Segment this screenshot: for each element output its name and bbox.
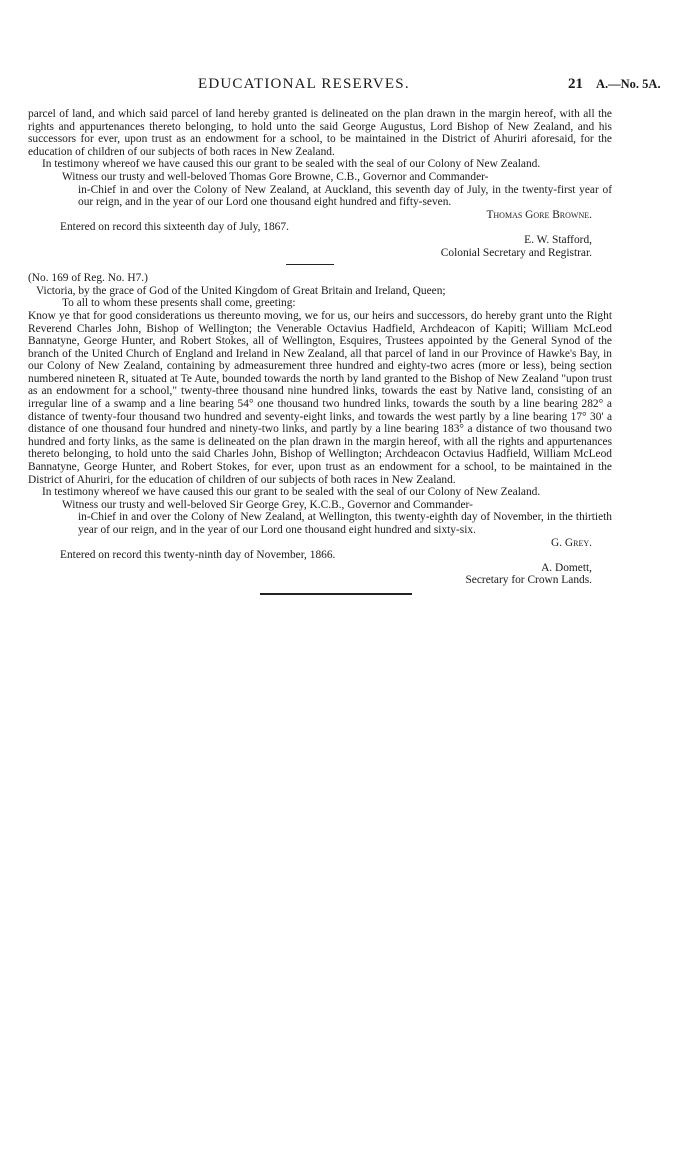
section-divider (286, 264, 334, 265)
page-header (28, 76, 680, 96)
grant2-registration-number: (No. 169 of Reg. No. H7.) (28, 272, 148, 285)
page-number: 21 (568, 76, 583, 92)
page-reference: A.—No. 5A. (596, 77, 661, 91)
grant2-recorder-title: Secretary for Crown Lands. (465, 574, 592, 587)
grant1-witness-continuation: in-Chief in and over the Colony of New Zealand, at Auckland, this seventh day of July, in the twenty-first year of our reign, and in the year of our Lord one thousand eight hundred and fifty-seven. (78, 183, 612, 209)
grant1-testimony: In testimony whereof we have caused this our grant to be sealed with the seal of our Colony of New Zealand. (42, 158, 541, 171)
running-title: EDUCATIONAL RESERVES. (198, 76, 410, 92)
grant1-recorder-title: Colonial Secretary and Registrar. (440, 246, 592, 259)
grant2-testimony: In testimony whereof we have caused this our grant to be sealed with the seal of our Colony of New Zealand. (42, 486, 541, 499)
grant2-signature: G. Grey. (551, 536, 592, 549)
grant2-recorder-name: A. Domett, (541, 561, 592, 574)
grant2-witness-continuation: in-Chief in and over the Colony of New Zealand, at Wellington, this twenty-eighth day of November, in the thirtieth year of our reign, and in the year of our Lord one thousand eight hundred and sixty-six. (78, 511, 612, 536)
grant1-witness-first-line: Witness our trusty and well-beloved Thomas Gore Browne, C.B., Governor and Commander- (62, 170, 489, 183)
grant1-recorder-name: E. W. Stafford, (524, 233, 592, 246)
grant1-signature: Thomas Gore Browne. (486, 208, 592, 221)
grant2-sovereign-line: Victoria, by the grace of God of the United Kingdom of Great Britain and Ireland, Queen; (36, 284, 446, 297)
grant2-witness-first-line: Witness our trusty and well-beloved Sir George Grey, K.C.B., Governor and Commander- (62, 498, 473, 511)
grant1-entered-on-record: Entered on record this sixteenth day of July, 1867. (60, 221, 289, 234)
grant2-entered-on-record: Entered on record this twenty-ninth day of November, 1866. (60, 549, 336, 562)
end-rule (260, 593, 412, 595)
grant2-body-paragraph: Know ye that for good considerations us thereunto moving, we for us, our heirs and successors, do hereby grant unto the Right Reverend Charles John, Bishop of Wellington; the Venerable Octavius Hadfield, Archdeacon of Kapiti; William McLeod Bannatyne, George Hunter, and Robert Stokes, all of Wellington, Esquires, Trustees appointed by the General Synod of the branch of the United Church of England and Ireland in New Zealand, all that parcel of land in our Province of Hawke's Bay, in our Colony of New Zealand, containing by admeasurement three hundred and eighty-two acres (more or less), being section numbered nineteen R, situated at Te Aute, bounded towards the north by land granted to the Bishop of New Zealand "upon trust as an endowment for a school," twenty-three thousand nine hundred links, towards the east by Native land, consisting of an irregular line of a swamp and a line bearing 54° one thousand two hundred links, towards the south by a line bearing 282° a distance of twenty-four thousand two hundred and seventy-eight links, and towards the west partly by a line bearing 17° 30' a distance of one thousand four hundred and ninety-two links, and partly by a line bearing 183° a distance of two thousand two hundred and forty links, as the same is delineated on the plan drawn in the margin hereof, with all the rights and appurtenances thereto belonging, to hold unto the said Charles John, Bishop of Wellington; Archdeacon Octavius Hadfield, William McLeod Bannatyne, George Hunter, and Robert Stokes, for ever, upon trust as an endowment for a school, to be maintained in the District of Ahuriri, for the education of children of our subjects of both races in New Zealand. (28, 309, 612, 486)
grant1-opening-paragraph: parcel of land, and which said parcel of land hereby granted is delineated on the plan drawn in the margin hereof, with all the rights and appurtenances thereto belonging, to hold unto the said George Augustus, Lord Bishop of New Zealand, and his successors for ever, upon trust as an endowment for a school, to be maintained in the District of Ahuriri aforesaid, for the education of children of our subjects of both races in New Zealand. (28, 108, 612, 158)
grant2-greeting: To all to whom these presents shall come, greeting: (62, 297, 296, 310)
document-body (28, 108, 612, 595)
